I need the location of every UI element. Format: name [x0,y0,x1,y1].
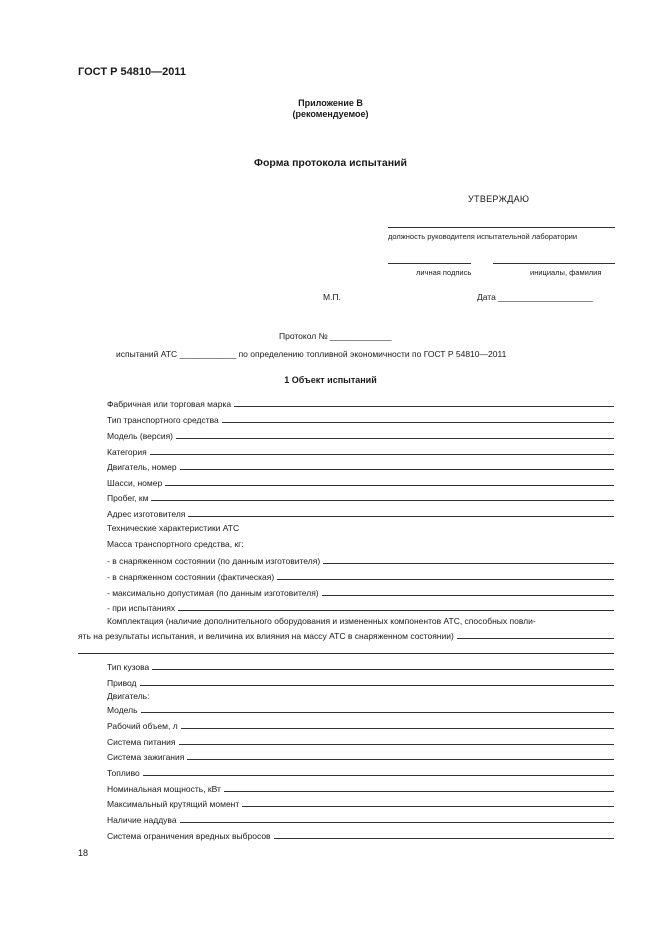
appendix-subtitle: (рекомендуемое) [292,109,369,119]
mass-heading: Масса транспортного средства, кг: [107,539,244,549]
field-mileage: Пробег, км [107,491,614,503]
field-emission-control: Система ограничения вредных выбросов [107,829,614,841]
field-brand: Фабричная или торговая марка [107,397,614,409]
signature-caption: личная подпись [416,268,472,277]
document-header: ГОСТ Р 54810—2011 [78,66,186,78]
initials-caption: инициалы, фамилия [530,268,602,277]
field-engine-number: Двигатель, номер [107,460,614,472]
field-category: Категория [107,445,614,457]
appendix-title: Приложение В [298,98,363,108]
section-heading: 1 Объект испытаний [284,375,377,385]
field-body-type: Тип кузова [107,660,614,672]
field-ignition-system: Система зажигания [107,750,614,762]
field-turbo: Наличие наддува [107,813,614,825]
position-line [388,227,615,228]
complect-line-2: ять на результаты испытания, и величина их влияния на массу АТС в снаряженном состоянии) [78,629,614,641]
field-rated-power: Номинальная мощность, кВт [107,782,614,794]
field-mass-test: - при испытаниях [107,601,614,613]
field-fuel: Топливо [107,766,614,778]
signature-line [388,263,471,264]
position-caption: должность руководителя испытательной лаборатории [388,232,578,241]
page-number: 18 [78,848,89,858]
approve-label: УТВЕРЖДАЮ [468,194,530,204]
field-displacement: Рабочий объем, л [107,719,614,731]
protocol-subject: испытаний АТС ____________ по определению топливной экономичности по ГОСТ Р 54810—2011 [116,349,507,359]
engine-heading: Двигатель: [107,691,150,701]
complect-blank-line [78,653,614,654]
field-max-torque: Максимальный крутящий момент [107,797,614,809]
field-mass-max: - максимально допустимая (по данным изготовителя) [107,586,614,598]
complect-line-1: Комплектация (наличие дополнительного оборудования и измененных компонентов АТС, способных повли- [107,616,536,626]
field-engine-model: Модель [107,703,614,715]
field-vehicle-type: Тип транспортного средства [107,413,614,425]
field-model: Модель (версия) [107,429,614,441]
field-mass-actual: - в снаряженном состоянии (фактическая) [107,570,614,582]
field-fuel-system: Система питания [107,735,614,747]
stamp-label: М.П. [323,292,341,302]
date-field: Дата ____________________ [477,292,593,302]
tech-heading: Технические характеристики АТС [107,523,240,533]
field-manufacturer-address: Адрес изготовителя [107,507,614,519]
field-drive: Привод [107,676,614,688]
field-chassis-number: Шасси, номер [107,476,614,488]
protocol-number: Протокол № _____________ [279,331,392,341]
form-title: Форма протокола испытаний [254,157,407,169]
field-mass-manufacturer: - в снаряженном состоянии (по данным изготовителя) [107,554,614,566]
initials-line [493,263,615,264]
